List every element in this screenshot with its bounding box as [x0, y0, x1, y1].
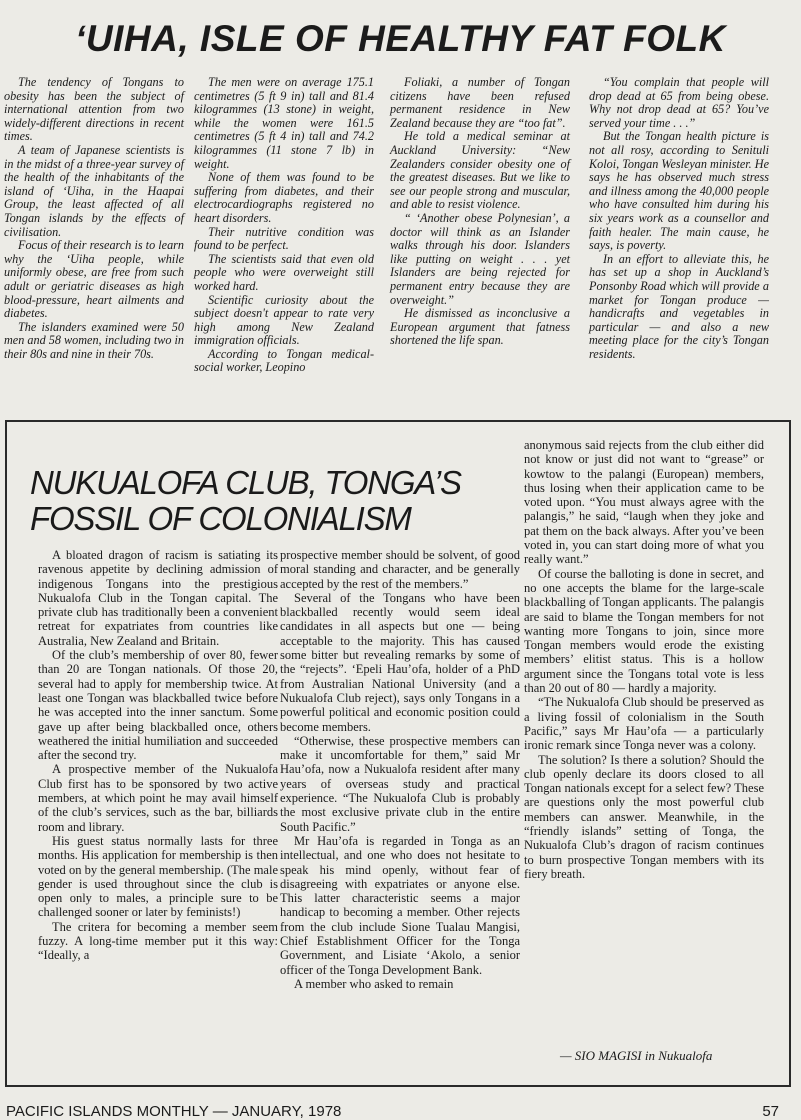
byline: — SIO MAGISI in Nukualofa	[560, 1048, 713, 1063]
article2-headline-line-2: FOSSIL OF COLONIALISM	[30, 500, 411, 537]
paragraph: His guest status normally lasts for three months. His application for membership is then voted on by the general membership. (The male gender is used throughout since the club is open only to males, a principle sure to be challenged sooner or later by feminists!)	[38, 833, 278, 920]
paragraph: “You complain that people will drop dead at 65 from being obese. Why not drop dead at 65? You’ve served your time . . .”	[589, 75, 769, 130]
paragraph: Mr Hau’ofa is regarded in Tonga as an intellectual, and one who does not hesitate to speak his mind openly, without fear of disagreeing with expatriates or anyone else. This latter characteristic seems a major handicap to becoming a member. Other rejects from the club include Sione Tualau Mangisi, Chief Establishment Officer for the Tonga Government, and Lisiate ‘Akolo, a senior officer of the Tonga Development Bank.	[280, 833, 520, 977]
paragraph: A prospective member of the Nukualofa Club first has to be sponsored by two active members, at which point he may avail himself of the club’s services, such as the bar, billiards room and library.	[38, 762, 278, 834]
article2-column-3	[524, 438, 764, 881]
paragraph: Their nutritive condition was found to be perfect.	[194, 224, 374, 253]
page-number: 57	[762, 1103, 779, 1120]
paragraph: Several of the Tongans who have been blackballed recently would seem ideal candidates in all aspects but one — being acceptable to the majority. This has caused some bitter but revealing remarks by some of the “rejects”. ‘Epeli Hau’ofa, holder of a PhD from Australian National University (and a Nukualofa Club reject), says only Tongans in a powerful political and economic position could become members.	[280, 590, 520, 734]
article1-column-1	[4, 76, 184, 361]
paragraph: But the Tongan health picture is not all rosy, according to Senituli Koloi, Tongan Wesleyan minister. He says he has observed much stress and illness among the 40,000 people who have consulted him during his six years work as a counsellor and faith healer. The main cause, he says, is poverty.	[589, 129, 769, 253]
paragraph: None of them was found to be suffering from diabetes, and their electrocardiographs registered no heart disorders.	[194, 170, 374, 225]
paragraph: Foliaki, a number of Tongan citizens have been refused permanent residence in New Zealand because they are “too fat”.	[390, 75, 570, 130]
paragraph: A team of Japanese scientists is in the midst of a three-year survey of the health of the inhabitants of the island of ‘Uiha, in the Haapai Group, the least affected of all Tongan islands by the effects of civilisation.	[4, 142, 184, 239]
article1-column-3	[390, 76, 570, 348]
paragraph: He dismissed as inconclusive a European argument that fatness shortened the life span.	[390, 306, 570, 348]
paragraph: The tendency of Tongans to obesity has been the subject of international attention from two widely-different directions in recent times.	[4, 75, 184, 144]
article1-column-4	[589, 76, 769, 361]
publication-footer: PACIFIC ISLANDS MONTHLY — JANUARY, 1978	[6, 1103, 342, 1120]
paragraph: anonymous said rejects from the club either did not know or just did not want to “grease” or kowtow to the palangi (European) members, thus losing when their application came to be voted upon. “You must always agree with the palangis,” he said, “laugh when they joke and pat them on the back always. After you’ve been voted in, you can start doing more of what you really want.”	[524, 438, 764, 567]
article2-column-2	[280, 548, 520, 991]
paragraph: “ ‘Another obese Polynesian’, a doctor will think as an Islander walks through his door. Islanders like putting on weight . . . yet Islanders are being rejected for permanent entry because they are overweight.”	[390, 210, 570, 307]
paragraph: Of the club’s membership of over 80, fewer than 20 are Tongan nationals. Of those 20, several had to apply for membership twice. At least one Tongan was blackballed twice before he was accepted into the inner sanctum. Some gave up after being blackballed once, others weathered the initial humiliation and succeeded after the second try.	[38, 648, 278, 763]
paragraph: He told a medical seminar at Auckland University: “New Zealanders consider obesity one of the greatest diseases. But we like to see our people strong and muscular, and able to resist violence.	[390, 129, 570, 212]
paragraph: A member who asked to remain	[294, 976, 454, 991]
paragraph: “Otherwise, these prospective members can make it uncomfortable for them,” said Mr Hau’ofa, now a Nukualofa resident after many years of overseas study and practical experience. “The Nukualofa Club is probably the most exclusive private club in the entire South Pacific.”	[280, 733, 520, 834]
paragraph: The men were on average 175.1 centimetres (5 ft 9 in) tall and 81.4 kilogrammes (13 stone) in weight, while the women were 161.5 centimetres (5 ft 4 in) tall and 74.2 kilogrammes (11 stone 7 lb) in weight.	[194, 75, 374, 171]
paragraph: According to Tongan medical-social worker, Leopino	[194, 346, 374, 375]
paragraph: The critera for becoming a member seem fuzzy. A long-time member put it this way: “Ideally, a	[38, 919, 278, 963]
article1-column-2	[194, 76, 374, 375]
article-headline: ‘UIHA, ISLE OF HEALTHY FAT FOLK	[75, 18, 726, 59]
article2-column-1	[38, 548, 278, 963]
paragraph: Of course the balloting is done in secret, and no one accepts the blame for the large-scale blackballing of Tongan applicants. The palangis are said to blame the Tongan members for not wanting more Tongans to join, since more Tongan members would erode the existing members’ elitist status. This is a hollow argument since the Tongans total vote is less than 20 out of 80 — hardly a majority.	[524, 566, 764, 696]
paragraph: In an effort to alleviate this, he has set up a shop in Auckland’s Ponsonby Road which will provide a market for Tongan produce — handicrafts and vegetables in particular — and also a new meeting place for the city’s Tongan residents.	[589, 251, 769, 361]
paragraph: prospective member should be solvent, of good moral standing and character, and be generally accepted by the rest of the members.”	[280, 548, 520, 591]
paragraph: The islanders examined were 50 men and 58 women, including two in their 80s and nine in their 70s.	[4, 319, 184, 361]
paragraph: Focus of their research is to learn why the ‘Uiha people, while uniformly obese, are free from such adult or geriatric diseases as high blood-pressure, heart ailments and diabetes.	[4, 238, 184, 321]
paragraph: The solution? Is there a solution? Should the club openly declare its doors closed to all Tongan nationals except for a select few? These are questions only the most powerful club members can answer. Meanwhile, in the “friendly islands” setting of Tonga, the Nukualofa Club’s dragon of racism continues to burn prospective Tongan members with its fiery breath.	[524, 752, 764, 881]
paragraph: “The Nukualofa Club should be preserved as a living fossil of colonialism in the South Pacific,” says Mr Hau’ofa — a particularly ironic remark since Tonga never was a colony.	[524, 695, 764, 753]
paragraph: A bloated dragon of racism is satiating its ravenous appetite by declining admission of indigenous Tongans into the prestigious Nukualofa Club in the Tongan capital. The private club has traditionally been a convenient retreat for expatriates from countries like Australia, New Zealand and Britain.	[38, 548, 278, 648]
paragraph: The scientists said that even old people who were overweight still worked hard.	[194, 251, 374, 293]
paragraph: Scientific curiosity about the subject doesn't appear to rate very high among New Zealand immigration officials.	[194, 292, 374, 348]
article2-headline-line-1: NUKUALOFA CLUB, TONGA’S	[30, 464, 461, 501]
